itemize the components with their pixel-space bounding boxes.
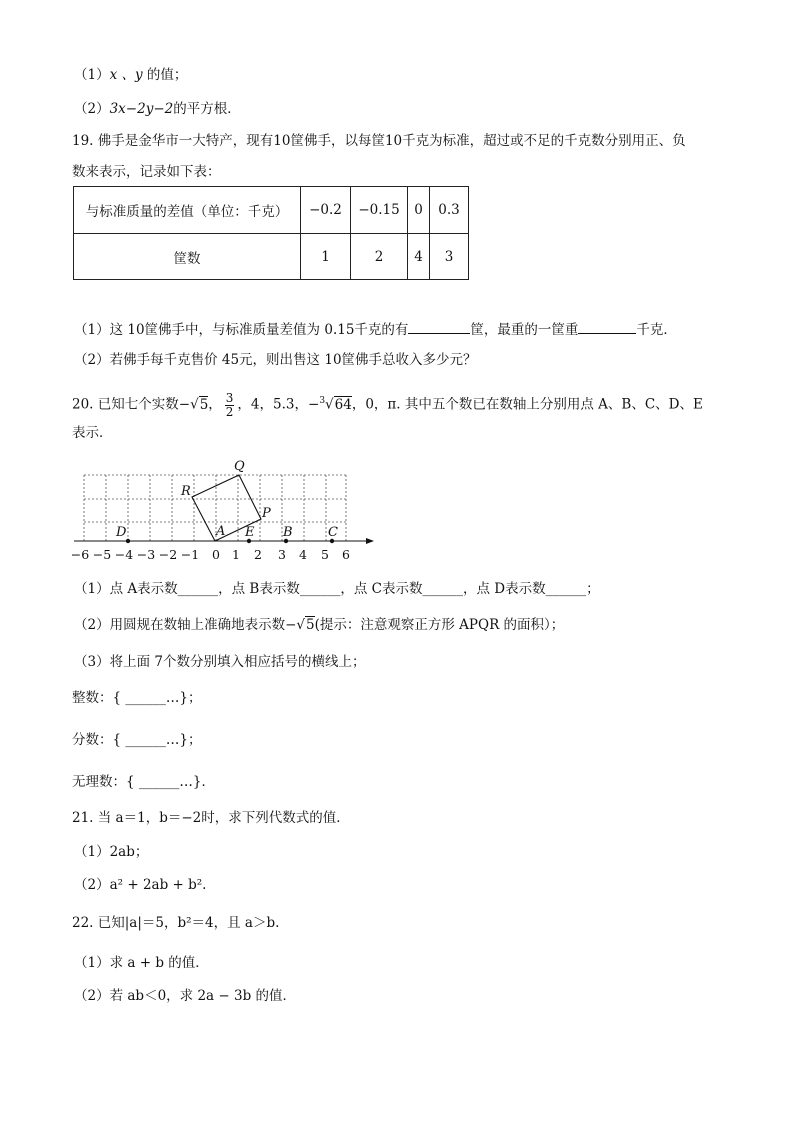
table-header-cell: 与标准质量的差值（单位：千克） [74,187,301,234]
cbrt-index: 3 [319,396,326,406]
q18-part2-label: （2） [74,101,110,117]
table-header-cell: 筐数 [74,234,301,280]
table-row [74,187,469,234]
q19-part1 [74,320,677,339]
q20-irrational-set: 无理数：{ ______…}． [72,774,215,790]
tick-label: −1 [180,547,200,562]
q18-part2 [74,100,241,118]
q20-stem-line2: 表示． [72,425,113,441]
number-line-figure [66,455,382,565]
table-cell: 3 [430,234,469,280]
tick-label: −3 [136,547,156,562]
q19-part1-text-a: （1）这 10筐佛手中，与标准质量差值为 0.15千克的有 [74,322,409,338]
q20-part2-text-b: (提示：注意观察正方形 APQR 的面积）； [314,617,565,633]
tick-label: −4 [114,547,134,562]
q21-stem: 21. 当 a＝1，b＝−2时，求下列代数式的值． [72,810,350,826]
tick-label: 0 [212,547,220,562]
tick-label: −5 [92,547,112,562]
table-cell: 4 [408,234,430,280]
q20-fraction-set: 分数：{ ______…}； [72,732,202,748]
label-D: D [116,525,127,540]
label-A: A [216,524,226,539]
table-cell: −0.15 [351,187,408,234]
q20-part3: （3）将上面 7个数分别填入相应括号的横线上； [74,654,366,670]
table-cell: −0.2 [301,187,351,234]
q19-data-table [73,186,469,280]
label-C: C [328,525,338,540]
q18-part1-text: 的值； [142,67,188,83]
q22-stem: 22. 已知|a|＝5，b²＝4，且 a＞b. [72,915,280,931]
q20-fraction [225,392,235,419]
label-B: B [283,525,293,540]
fraction-denominator: 2 [225,404,234,419]
q19-stem-line2: 数来表示，记录如下表： [72,164,221,180]
q20-comma: ， [208,396,222,413]
tick-label: 5 [321,547,329,562]
tick-label: 4 [299,547,307,562]
q21-part1: （1）2ab； [74,844,149,860]
tick-label: −2 [158,547,178,562]
table-cell: 2 [351,234,408,280]
q20-part1: （1）点 A表示数______，点 B表示数______，点 C表示数______，点 D表示数______； [74,581,600,597]
q18-part1-math: x 、y [109,67,143,83]
label-R: R [181,484,191,499]
axis-arrow-icon [366,538,374,544]
q20-integer-set: 整数：{ ______…}； [72,690,202,706]
tick-label: −6 [70,547,90,562]
table-cell: 0 [408,187,430,234]
q19-part1-text-c: 千克． [636,322,677,338]
q22-part1: （1）求 a + b 的值． [74,955,209,971]
q20-repeating-decimal: 5.3 [273,396,295,413]
sqrt-symbol: √ [190,396,199,413]
q20-text-c: ，− [294,396,320,413]
label-Q: Q [234,459,245,474]
sqrt-symbol: √ [296,617,306,633]
answer-blank[interactable] [408,320,470,334]
q18-part2-text: 的平方根． [173,101,241,117]
q19-stem-line1: 19. 佛手是金华市一大特产，现有10筐佛手，以每筐10千克为标准，超过或不足的千克数分别用正、负 [72,133,686,149]
tick-label: 1 [232,547,240,562]
sqrt-symbol: √ [325,396,334,413]
q20-part2 [74,616,564,634]
label-P: P [262,506,271,521]
q19-part1-text-b: 筐，最重的一筐重 [470,322,579,338]
q18-part2-math: 3x−2y−2 [109,101,174,117]
table-cell: 0.3 [430,187,469,234]
table-cell: 1 [301,234,351,280]
tick-label: 6 [342,547,350,562]
point-D [126,539,130,543]
q19-part2: （2）若佛手每千克售价 45元，则出售这 10筐佛手总收入多少元？ [74,352,477,368]
q20-text-a: 20. 已知七个实数− [72,396,191,413]
answer-blank[interactable] [578,320,636,334]
q20-stem-line1 [72,388,703,419]
q22-part2: （2）若 ab＜0，求 2a − 3b 的值． [74,988,297,1004]
q18-part1 [74,66,187,84]
q20-part2-text-a: （2）用圆规在数轴上准确地表示数− [74,617,297,633]
tick-label: 2 [254,547,262,562]
fraction-numerator: 3 [225,390,234,405]
table-row [74,234,469,280]
q18-part1-label: （1） [74,67,110,83]
tick-label: 3 [278,547,286,562]
q20-sqrt5: 5 [199,396,209,413]
q20-cbrt-arg: 64 [334,396,352,413]
q21-part2: （2）a² + 2ab + b². [74,877,207,893]
q20-text-b: ，4， [237,396,274,413]
q20-part2-sqrt5: 5 [306,617,315,633]
q20-text-d: ，0，π. 其中五个数已在数轴上分别用点 A、B、C、D、E [351,396,703,413]
label-E: E [245,525,255,540]
